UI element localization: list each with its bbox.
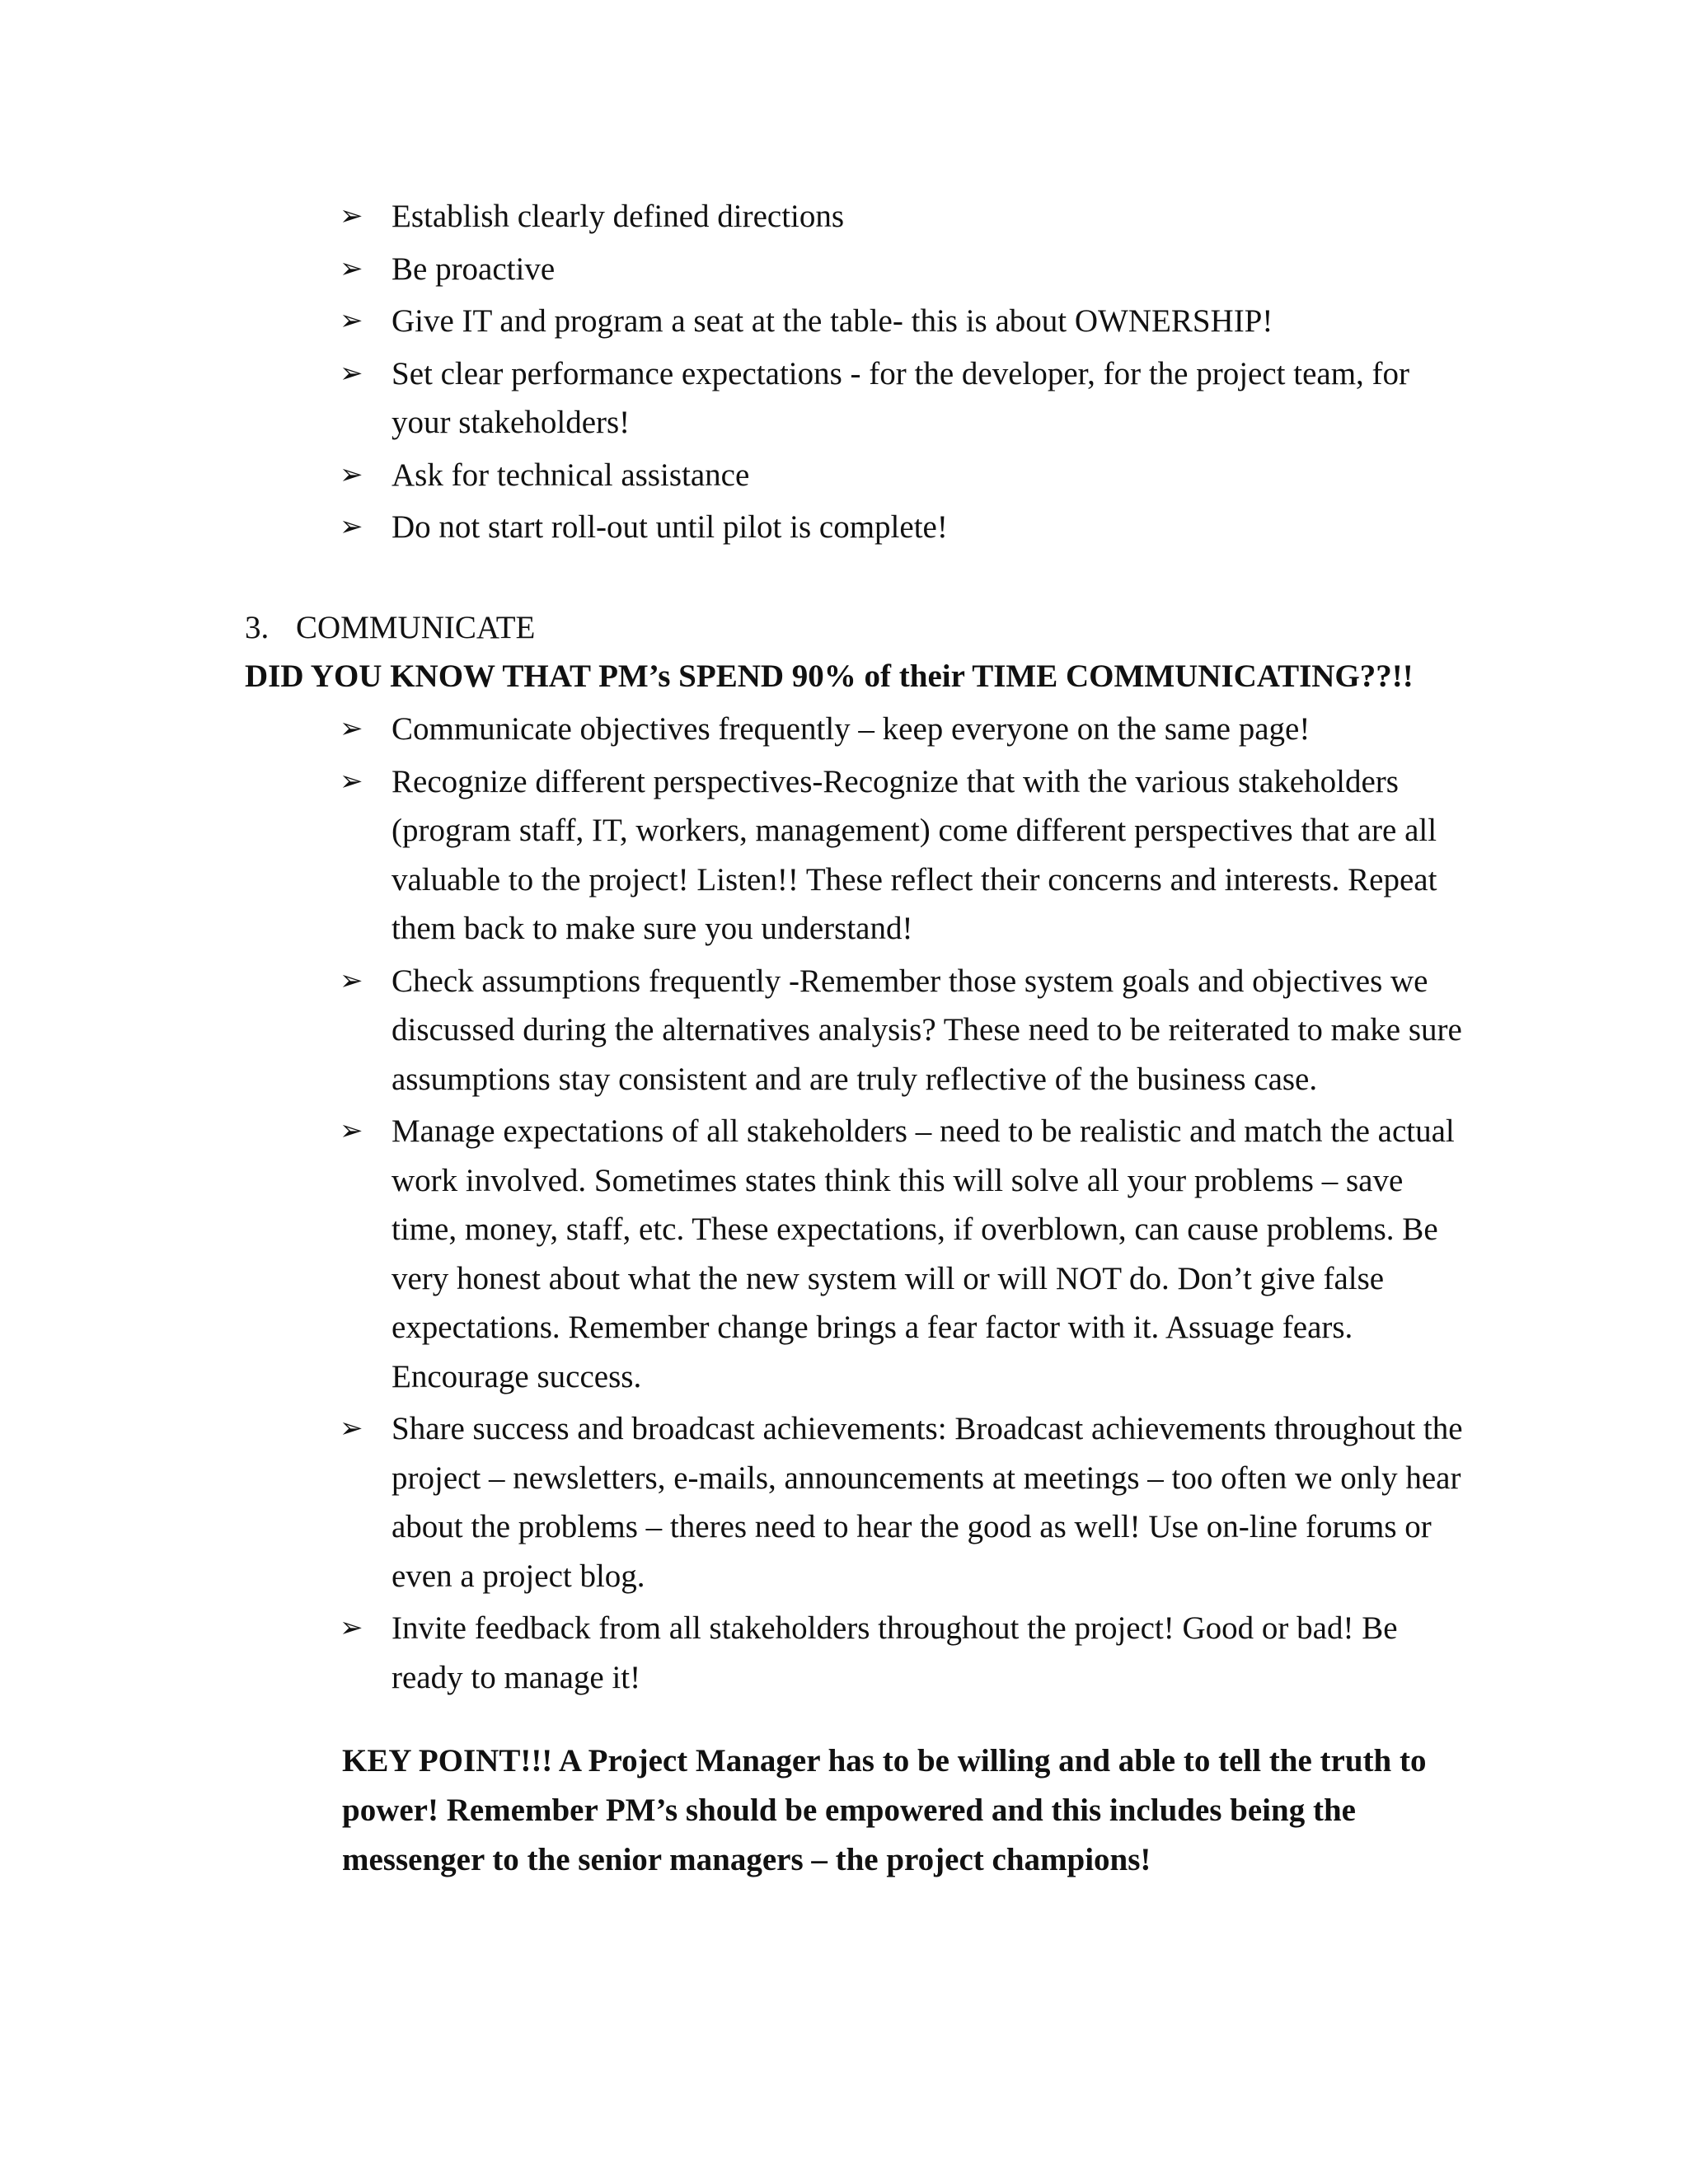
arrowhead-bullet-icon: ➢ bbox=[340, 1611, 363, 1644]
list-item bbox=[0, 1604, 1471, 1702]
list-item bbox=[0, 705, 1471, 754]
list-item-text: Check assumptions frequently -Remember those system goals and objectives we discussed during the alternatives analysis? These need to be reiterated to make sure assumptions stay consistent and are truly reflective of the business case. bbox=[392, 963, 1462, 1097]
list-item bbox=[0, 1107, 1471, 1401]
arrowhead-bullet-icon: ➢ bbox=[340, 963, 363, 997]
list-item bbox=[0, 349, 1471, 448]
communicate-list bbox=[0, 705, 1471, 1705]
list-item bbox=[0, 757, 1471, 954]
section-number: 3. bbox=[245, 610, 270, 645]
list-item-text: Communicate objectives frequently – keep everyone on the same page! bbox=[392, 711, 1311, 747]
arrowhead-bullet-icon: ➢ bbox=[340, 457, 363, 491]
list-item-text: Recognize different perspectives-Recognize that with the various stakeholders (program staff, IT, workers, management) come different perspectives that are all valuable to the project! Listen!! These reflect their concerns and interests. Repeat them back to make sure you understand! bbox=[392, 763, 1437, 946]
list-item-text: Be proactive bbox=[392, 251, 556, 287]
arrowhead-bullet-icon: ➢ bbox=[340, 304, 363, 337]
list-item-text: Share success and broadcast achievements: Broadcast achievements throughout the project – newsletters, e-mails, announcements at meetings – too often we only hear about the problems – theres need to hear the good as well! Use on-line forums or even a project blog. bbox=[392, 1411, 1463, 1594]
list-item-text: Invite feedback from all stakeholders throughout the project! Good or bad! Be ready to manage it! bbox=[392, 1610, 1398, 1695]
list-item-text: Do not start roll-out until pilot is complete! bbox=[392, 509, 948, 545]
arrowhead-bullet-icon: ➢ bbox=[340, 712, 363, 745]
list-item bbox=[0, 297, 1471, 346]
arrowhead-bullet-icon: ➢ bbox=[340, 251, 363, 285]
list-item bbox=[0, 503, 1471, 552]
section-heading bbox=[245, 603, 535, 652]
list-item-text: Establish clearly defined directions bbox=[392, 199, 845, 234]
list-item bbox=[0, 1404, 1471, 1601]
list-item-text: Ask for technical assistance bbox=[392, 457, 750, 493]
list-item bbox=[0, 245, 1471, 294]
arrowhead-bullet-icon: ➢ bbox=[340, 199, 363, 232]
callout-question: DID YOU KNOW THAT PM’s SPEND 90% of their TIME COMMUNICATING??!! bbox=[245, 658, 1414, 694]
list-item bbox=[0, 957, 1471, 1104]
arrowhead-bullet-icon: ➢ bbox=[340, 764, 363, 798]
list-item bbox=[0, 192, 1471, 241]
arrowhead-bullet-icon: ➢ bbox=[340, 1412, 363, 1445]
list-item-text: Manage expectations of all stakeholders – need to be realistic and match the actual work involved. Sometimes states think this will solve all your problems – save time, money, staff, etc. These expectations, if overblown, can cause problems. Be very honest about what the new system will or will NOT do. Don’t give false expectations. Remember change brings a fear factor with it. Assuage fears. Encourage success. bbox=[392, 1113, 1455, 1394]
action-list bbox=[0, 192, 1471, 555]
key-point-paragraph: KEY POINT!!! A Project Manager has to be willing and able to tell the truth to power! Remember PM’s should be empowered and this includes being the messenger to the senior managers – the project champions! bbox=[342, 1743, 1427, 1877]
list-item-text: Give IT and program a seat at the table- this is about OWNERSHIP! bbox=[392, 303, 1273, 339]
list-item bbox=[0, 451, 1471, 500]
arrowhead-bullet-icon: ➢ bbox=[340, 510, 363, 543]
arrowhead-bullet-icon: ➢ bbox=[340, 1114, 363, 1147]
arrowhead-bullet-icon: ➢ bbox=[340, 356, 363, 390]
list-item-text: Set clear performance expectations - for the developer, for the project team, for your stakeholders! bbox=[392, 355, 1410, 440]
section-title: COMMUNICATE bbox=[296, 610, 536, 645]
